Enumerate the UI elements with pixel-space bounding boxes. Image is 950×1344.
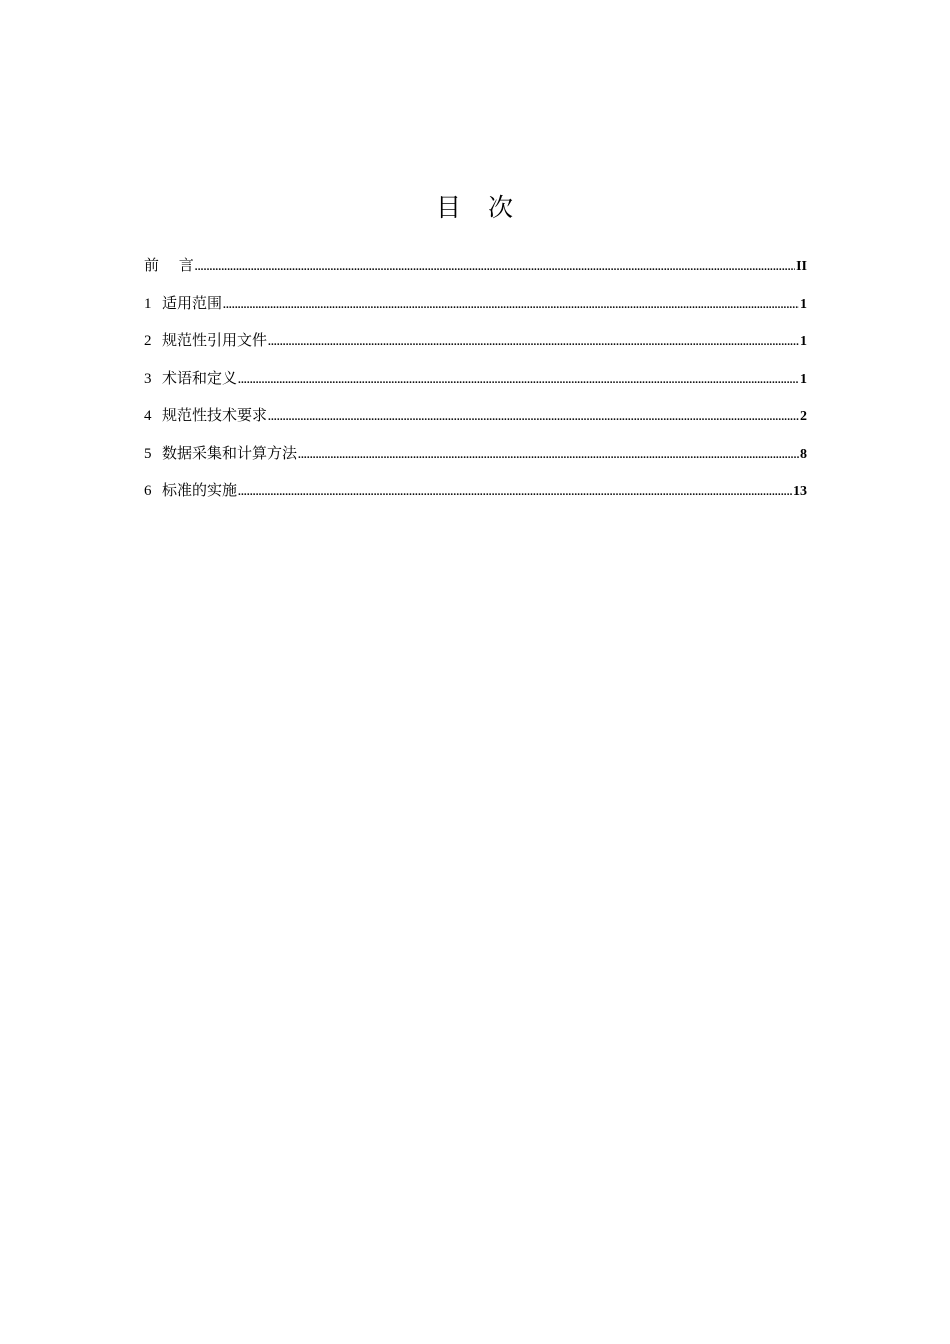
toc-section-number: 4	[144, 408, 152, 424]
toc-page-number: 13	[793, 484, 807, 499]
toc-entry-label: 标准的实施	[162, 481, 238, 499]
toc-page-number: 1	[800, 296, 807, 312]
toc-entry-2[interactable]	[144, 327, 807, 365]
toc-page-number: II	[796, 259, 807, 274]
toc-dot-leader	[223, 292, 799, 318]
toc-dot-leader	[238, 479, 792, 505]
toc-entry-label: 数据采集和计算方法	[162, 443, 298, 462]
toc-page-number: 8	[800, 446, 807, 462]
toc-page-number: 1	[800, 334, 807, 349]
toc-section-number: 5	[144, 445, 152, 462]
toc-dot-leader	[195, 254, 795, 280]
toc-entry-label: 规范性技术要求	[162, 406, 268, 424]
toc-entry-5[interactable]	[144, 440, 807, 478]
toc-section-number: 2	[144, 333, 152, 349]
toc-dot-leader	[268, 404, 799, 430]
toc-entry-4[interactable]	[144, 402, 807, 440]
toc-dot-leader	[268, 329, 799, 355]
toc-entry-label: 规范性引用文件	[162, 331, 268, 349]
toc-dot-leader	[298, 442, 799, 468]
toc-section-number: 6	[144, 483, 152, 499]
toc-entry-preface[interactable]	[144, 252, 807, 290]
toc-section-number: 1	[144, 295, 152, 312]
toc-entry-label: 适用范围	[162, 293, 223, 312]
toc-entry-3[interactable]	[144, 365, 807, 403]
toc-entry-label: 前 言	[144, 256, 194, 274]
toc-entry-label: 术语和定义	[162, 368, 238, 387]
toc-page-number: 1	[800, 371, 807, 387]
page-title: 目 次	[435, 193, 514, 222]
toc-entry-1[interactable]	[144, 290, 807, 328]
toc-section-number: 3	[144, 370, 152, 387]
table-of-contents	[144, 252, 807, 515]
toc-dot-leader	[238, 367, 799, 393]
toc-entry-6[interactable]	[144, 477, 807, 515]
toc-page-number: 2	[800, 409, 807, 424]
